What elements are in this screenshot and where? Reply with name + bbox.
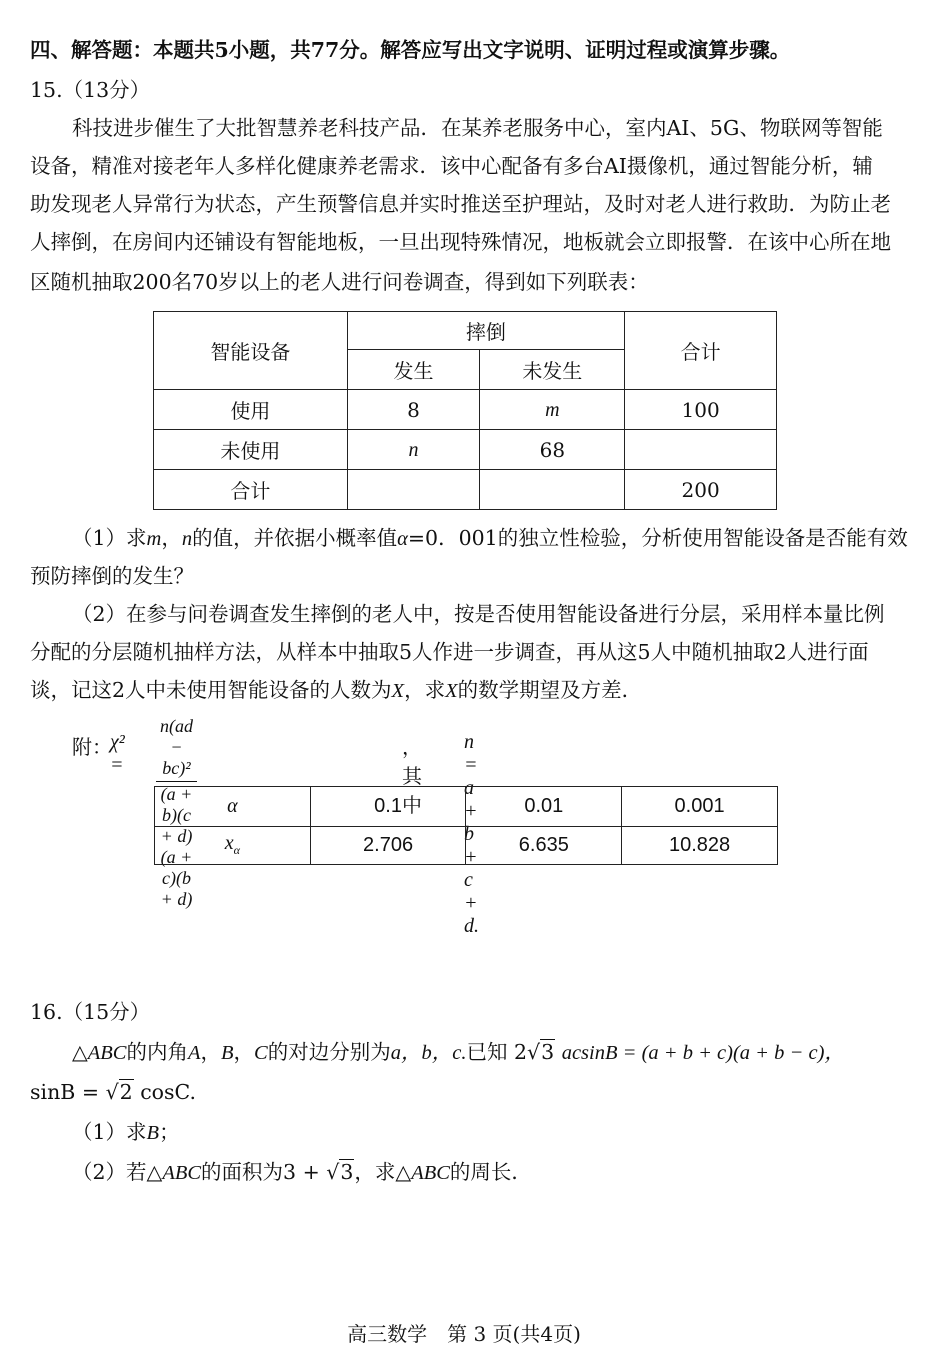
q15-para-line-2: 设备，精准对接老年人多样化健康养老需求．该中心配备有多台AI摄像机，通过智能分析，辅 [30, 154, 873, 178]
var-B: B [221, 1042, 234, 1064]
text: （2）若△ [72, 1160, 163, 1184]
text: 的数学期望及方差． [457, 678, 643, 702]
var-ABC: ABC [162, 1162, 202, 1184]
cell [480, 470, 625, 510]
cell [347, 470, 480, 510]
cell: 8 [347, 390, 480, 430]
text: 的内角 [126, 1040, 188, 1064]
var-ABC: ABC [411, 1162, 450, 1184]
text: cosC. [133, 1080, 197, 1104]
table-row [154, 390, 777, 430]
alpha-value: 0.01 [466, 787, 622, 827]
row-label: 使用 [154, 390, 348, 430]
page-footer: 高三数学 第 3 页(共4页) [347, 1322, 581, 1346]
alpha-subscript: α [233, 843, 240, 857]
var-ABC: ABC [87, 1042, 127, 1064]
critical-value: 2.706 [310, 827, 466, 865]
q15-para-line-1: 科技进步催生了大批智慧养老科技产品．在某养老服务中心，室内AI、5G、物联网等智能 [72, 116, 883, 140]
row-label: 合计 [154, 470, 348, 510]
contingency-table [153, 311, 777, 510]
chi-symbol: χ² = [110, 731, 125, 776]
q15-para-line-5: 区随机抽取200名70岁以上的老人进行问卷调查，得到如下列联表： [30, 270, 649, 294]
text: 的对边分别为 [267, 1040, 391, 1064]
q15-part2-line-1: （2）在参与问卷调查发生摔倒的老人中，按是否使用智能设备进行分层，采用样本量比例 [72, 602, 885, 626]
critical-value: 6.635 [466, 827, 622, 865]
critical-value-table [154, 786, 778, 865]
q15-para-line-3: 助发现老人异常行为状态，产生预警信息并实时推送至护理站，及时对老人进行救助．为防止老 [30, 192, 891, 216]
x-alpha-label [155, 827, 311, 865]
text: 的周长． [449, 1160, 532, 1184]
formula-denominator: (a + b)(c + d)(a + c)(b + d) [160, 784, 193, 909]
alpha-value: 0.1 [310, 787, 466, 827]
var-alpha: α [397, 528, 408, 550]
formula-suffix: ，其中 [402, 735, 422, 817]
alpha-value: 0.001 [622, 787, 778, 827]
table-row [155, 827, 778, 865]
equation: acsinB = (a + b + c)(a + b − c)， [561, 1042, 845, 1064]
sqrt-radicand: 2 [119, 1080, 133, 1104]
var-X: X [445, 680, 458, 702]
text: （1）求 [72, 526, 147, 550]
text: ， [161, 526, 182, 550]
q16-part1 [72, 1118, 180, 1147]
text: 的面积为3 + [201, 1160, 327, 1184]
q16-line-2 [30, 1078, 196, 1106]
table-row [154, 470, 777, 510]
cell: 200 [625, 470, 777, 510]
x-symbol: x [224, 832, 234, 854]
formula-n-definition: n = a + b + c + d. [464, 731, 479, 937]
text: ， [200, 1040, 222, 1064]
var-n: n [408, 439, 419, 461]
sqrt-radicand: 3 [340, 1160, 354, 1184]
text: ； [159, 1120, 180, 1144]
q15-part1-line-1 [72, 524, 908, 553]
header-occur: 发生 [347, 350, 480, 390]
section-header: 四、解答题：本题共5小题，共77分。解答应写出文字说明、证明过程或演算步骤。 [30, 38, 791, 62]
cell [625, 430, 777, 470]
sqrt-symbol: √3 [527, 1040, 555, 1064]
var-m: m [545, 399, 560, 421]
alpha-symbol: α [227, 795, 238, 817]
q15-number: 15.（13分） [30, 78, 151, 102]
table-row [155, 787, 778, 827]
q16-part2 [72, 1158, 532, 1187]
cell: 100 [625, 390, 777, 430]
text: 的值，并依据小概率值 [192, 526, 398, 550]
row-label: 未使用 [154, 430, 348, 470]
text: 谈，记这2人中未使用智能设备的人数为 [30, 678, 392, 702]
table-row [154, 430, 777, 470]
alpha-label [155, 787, 311, 827]
q15-para-line-4: 人摔倒，在房间内还铺设有智能地板，一旦出现特殊情况，地板就会立即报警．在该中心所在地 [30, 230, 891, 254]
var-A: A [187, 1042, 201, 1064]
q15-part2-line-3 [30, 676, 642, 705]
var-m: m [146, 528, 162, 550]
text: △ [72, 1040, 88, 1064]
cell [480, 390, 625, 430]
critical-value: 10.828 [622, 827, 778, 865]
sqrt-symbol: √2 [105, 1080, 133, 1104]
text: （1）求 [72, 1120, 147, 1144]
header-not-occur: 未发生 [480, 350, 625, 390]
q15-part2-line-2: 分配的分层随机抽样方法，从样本中抽取5人作进一步调查，再从这5人中随机抽取2人进行面 [30, 640, 869, 664]
cell [347, 430, 480, 470]
formula-prefix: 附： [72, 735, 112, 759]
text: ， [233, 1040, 255, 1064]
sqrt-symbol: √3 [326, 1160, 354, 1184]
text: ，求△ [354, 1160, 412, 1184]
text: 已知 2 [466, 1040, 528, 1064]
text: sinB = [30, 1080, 106, 1104]
q16-number: 16.（15分） [30, 1000, 151, 1024]
text: =0．001的独立性检验，分析使用智能设备是否能有效 [407, 526, 908, 550]
formula-numerator: n(ad − bc)² [156, 716, 197, 782]
header-fall: 摔倒 [347, 312, 625, 350]
sqrt-radicand: 3 [541, 1040, 555, 1064]
var-X: X [391, 680, 405, 702]
var-abc-lower: a，b，c. [390, 1042, 467, 1064]
q15-part1-line-2: 预防摔倒的发生？ [30, 564, 194, 588]
header-device: 智能设备 [154, 312, 348, 390]
var-n: n [181, 528, 193, 550]
var-C: C [254, 1042, 268, 1064]
header-total: 合计 [625, 312, 777, 390]
q16-line-1 [72, 1038, 845, 1067]
var-B: B [146, 1122, 160, 1144]
text: ，求 [404, 678, 446, 702]
cell: 68 [480, 430, 625, 470]
